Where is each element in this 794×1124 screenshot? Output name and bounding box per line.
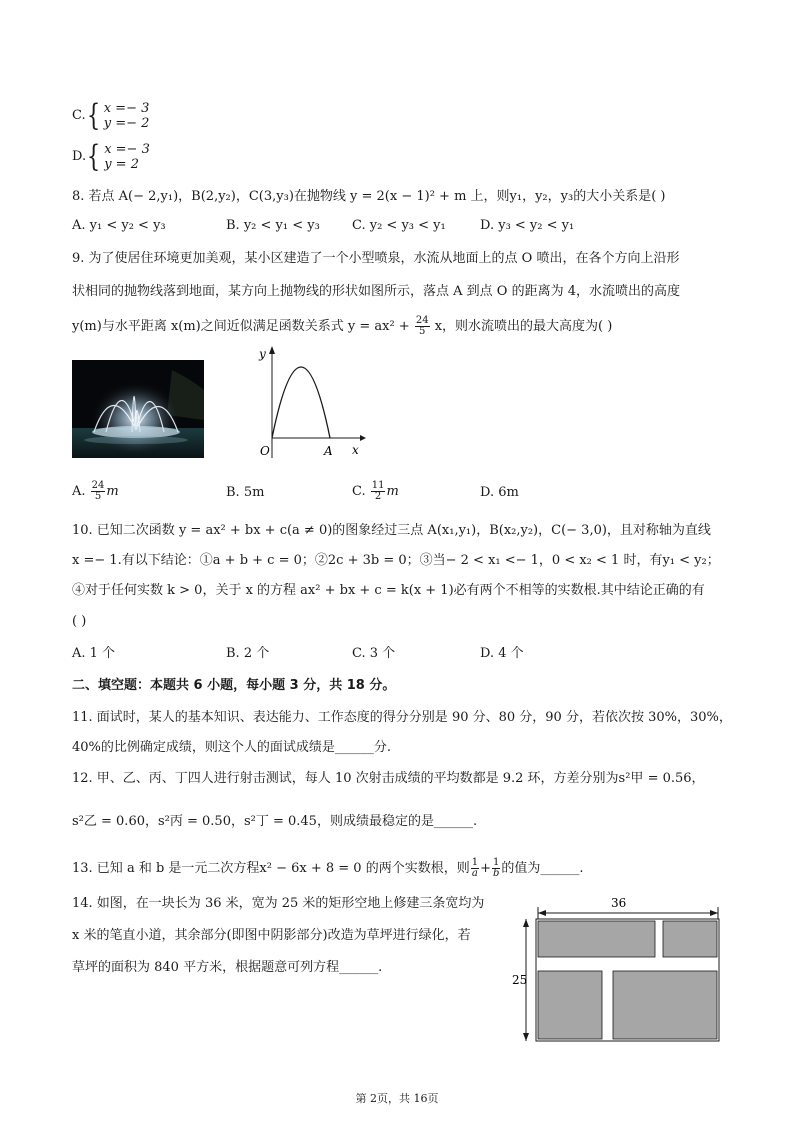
- q9-option-c-fraction: [371, 481, 386, 502]
- height-label: 25: [512, 973, 528, 987]
- q14-line2: x 米的笔直小道，其余部分(即图中阴影部分)改造为草坪进行绿化，若: [72, 928, 471, 943]
- q7-option-c: [72, 98, 150, 133]
- graph-y-label: y: [259, 347, 266, 361]
- lawn-diagram: [500, 893, 730, 1045]
- q9-line1: 9. 为了使居住环境更加美观，某小区建造了一个小型喷泉，水流从地面上的点 O 喷出，在各个方向上沿形: [72, 251, 680, 266]
- q9-option-a-unit: m: [106, 484, 119, 499]
- lawn-top-right: [663, 921, 717, 957]
- q10-option-b: B. 2 个: [226, 646, 270, 661]
- q7-option-d-line2: y = 2: [104, 157, 139, 172]
- q8-option-c: C. y₂ < y₃ < y₁: [352, 218, 446, 233]
- arrow-up-icon: [523, 919, 529, 927]
- y-axis-arrow-icon: [269, 346, 275, 354]
- q7-option-d: [72, 139, 150, 174]
- q9-option-a-numerator: 24: [91, 480, 105, 491]
- q9-fraction-numerator: 24: [415, 315, 429, 326]
- section-heading-fill-in: 二、填空题：本题共 6 小题，每小题 3 分，共 18 分。: [72, 678, 396, 693]
- q13-before: 13. 已知 a 和 b 是一元二次方程x² − 6x + 8 = 0 的两个实数根，则: [72, 861, 470, 876]
- lawn-bottom-left: [538, 971, 602, 1039]
- q8-stem: 8. 若点 A(− 2,y₁)，B(2,y₂)，C(3,y₃)在抛物线 y = 2(x − 1)² + m 上，则y₁，y₂，y₃的大小关系是( ): [72, 189, 666, 204]
- q13-fraction-2-numerator: 1: [492, 857, 500, 868]
- width-label: 36: [611, 896, 627, 910]
- parabola-curve: [272, 367, 330, 438]
- q8-option-d: D. y₃ < y₂ < y₁: [480, 218, 575, 233]
- fountain-photo: [72, 360, 204, 458]
- arrow-left-icon: [538, 910, 546, 916]
- q13-fraction-2: [492, 858, 500, 879]
- graph-point-a-label: A: [324, 444, 333, 458]
- q9-line2: 状相同的抛物线落到地面，某方向上抛物线的形状如图所示，落点 A 到点 O 的距离为 4，水流喷出的高度: [72, 284, 680, 299]
- q9-option-b: B. 5m: [226, 485, 265, 500]
- x-axis-arrow-icon: [360, 435, 366, 441]
- q9-option-c: [352, 481, 399, 502]
- brace-icon: {: [86, 98, 100, 133]
- q10-option-c: C. 3 个: [352, 646, 396, 661]
- q9-line3-before: y(m)与水平距离 x(m)之间近似满足函数关系式 y = ax² +: [72, 319, 414, 334]
- q9-option-c-denominator: 2: [374, 491, 382, 502]
- parabola-graph: [250, 342, 370, 460]
- q10-option-d: D. 4 个: [480, 646, 524, 661]
- q8-option-b: B. y₂ < y₁ < y₃: [226, 218, 320, 233]
- q10-line3: ④对于任何实数 k > 0，关于 x 的方程 ax² + bx + c = k(x + 1)必有两个不相等的实数根.其中结论正确的有: [72, 583, 705, 598]
- q9-option-c-unit: m: [386, 484, 399, 499]
- lawn-top-left: [538, 921, 655, 957]
- arrow-down-icon: [523, 1033, 529, 1041]
- q13-plus: +: [480, 861, 491, 876]
- q14-line1: 14. 如图，在一块长为 36 米，宽为 25 米的矩形空地上修建三条宽均为: [72, 896, 485, 911]
- q10-line1: 10. 已知二次函数 y = ax² + bx + c(a ≠ 0)的图象经过三点 A(x₁,y₁)，B(x₂,y₂)，C(− 3,0)，且对称轴为直线: [72, 523, 711, 538]
- q9-line3: [72, 316, 612, 337]
- fountain-image: [72, 360, 204, 458]
- q7-option-d-line1: x =− 3: [104, 142, 150, 157]
- q9-option-a-fraction: [91, 481, 106, 502]
- graph-origin-label: O: [260, 444, 270, 458]
- q7-option-c-label: C.: [72, 108, 86, 123]
- q12-line1: 12. 甲、乙、丙、丁四人进行射击测试，每人 10 次射击成绩的平均数都是 9.2 环，方差分别为s²甲 = 0.56，: [72, 771, 705, 786]
- q9-line3-after: x，则水流喷出的最大高度为( ): [434, 319, 613, 334]
- q9-option-c-prefix: C.: [352, 484, 370, 499]
- q13-fraction-2-denominator: b: [492, 868, 500, 879]
- q13-fraction-1-numerator: 1: [471, 857, 479, 868]
- q7-option-d-label: D.: [72, 149, 87, 164]
- q7-option-c-line1: x =− 3: [103, 101, 150, 116]
- q9-option-c-numerator: 11: [371, 480, 385, 491]
- q9-fraction: [415, 316, 430, 337]
- q13-fraction-1: [471, 858, 479, 879]
- lawn-bottom-right: [613, 971, 717, 1039]
- page-footer: 第 2页，共 16页: [355, 1092, 439, 1105]
- brace-icon: {: [86, 139, 101, 174]
- q10-line2: x =− 1.有以下结论：①a + b + c = 0；②2c + 3b = 0；③当− 2 < x₁ <− 1，0 < x₂ < 1 时，有y₁ < y₂；: [72, 553, 720, 568]
- q14-line3: 草坪的面积为 840 平方米，根据题意可列方程______.: [72, 960, 383, 975]
- q12-line2: s²乙 = 0.60，s²丙 = 0.50，s²丁 = 0.45，则成绩最稳定的是______.: [72, 814, 478, 829]
- q9-option-a-prefix: A.: [72, 484, 90, 499]
- q10-option-a: A. 1 个: [72, 646, 116, 661]
- arrow-right-icon: [710, 910, 718, 916]
- q9-option-a-denominator: 5: [94, 491, 102, 502]
- q8-option-a: A. y₁ < y₂ < y₃: [72, 218, 166, 233]
- q10-line4: ( ): [72, 614, 87, 629]
- q7-option-c-line2: y =− 2: [103, 116, 150, 131]
- q9-fraction-denominator: 5: [419, 326, 426, 337]
- q11-line1: 11. 面试时，某人的基本知识、表达能力、工作态度的得分分别是 90 分、80 分，90 分，若依次按 30%，30%，: [72, 710, 732, 725]
- q13-line: [72, 858, 584, 879]
- q13-fraction-1-denominator: a: [471, 868, 478, 879]
- graph-x-label: x: [352, 443, 359, 457]
- q9-option-d: D. 6m: [480, 485, 519, 500]
- q9-option-a: [72, 481, 119, 502]
- q13-after: 的值为______.: [501, 861, 584, 876]
- q11-line2: 40%的比例确定成绩，则这个人的面试成绩是______分.: [72, 740, 392, 755]
